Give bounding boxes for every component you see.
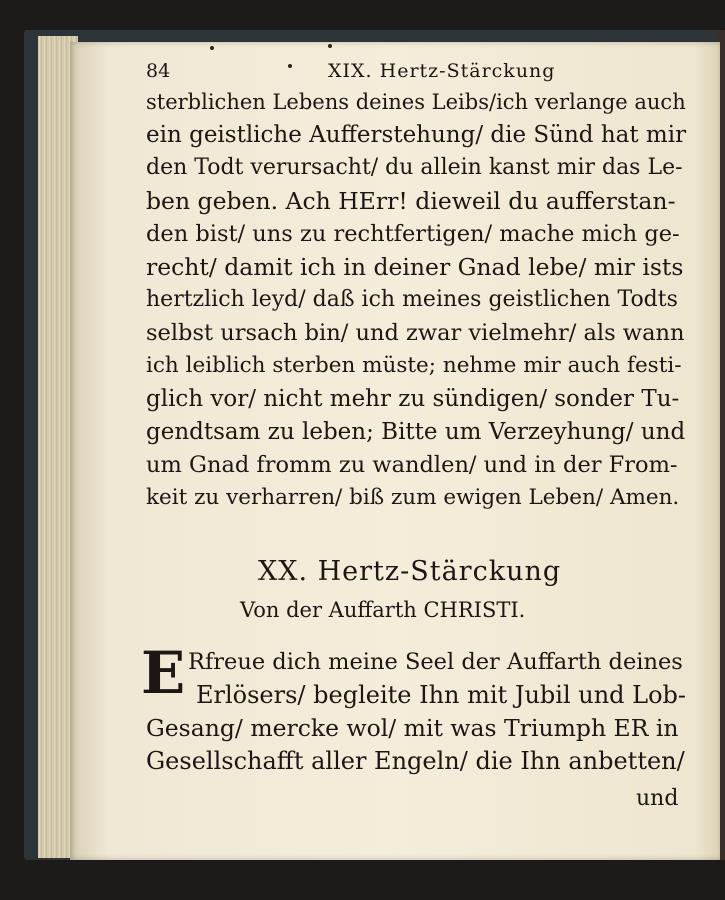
text-line: Erlösers/ begleite Ihn mit Jubil und Lob- xyxy=(196,681,687,709)
page-number: 84 xyxy=(146,60,171,82)
text-line: Gesang/ mercke wol/ mit was Triumph ER in xyxy=(146,714,679,742)
text-line: ein geistliche Aufferstehung/ die Sünd hat mir xyxy=(146,122,687,148)
running-head: XIX. Hertz-Stärckung xyxy=(328,60,556,82)
text-line: Gesellschafft aller Engeln/ die Ihn anbetten/ xyxy=(146,747,685,775)
text-line: hertzlich leyd/ daß ich meines geistlichen Todts xyxy=(146,287,678,312)
text-line: sterblichen Lebens deines Leibs/ich verlange auch xyxy=(146,90,686,114)
text-line: den Todt verursacht/ du allein kanst mir das Le- xyxy=(146,155,683,180)
text-line: ben geben. Ach HErr! dieweil du aufferstan- xyxy=(146,187,676,215)
text-line: selbst ursach bin/ und zwar vielmehr/ als wann xyxy=(146,320,685,346)
catchword: und xyxy=(636,786,679,811)
text-line: den bist/ uns zu rechtfertigen/ mache mich ge- xyxy=(146,221,680,247)
ink-speck xyxy=(210,46,214,50)
text-line: recht/ damit ich in deiner Gnad lebe/ mir ists xyxy=(146,253,684,281)
drop-cap: E xyxy=(141,639,186,707)
text-line: keit zu verharren/ biß zum ewigen Leben/ Amen. xyxy=(146,485,680,510)
text-line: gendtsam zu leben; Bitte um Verzeyhung/ und xyxy=(146,419,686,445)
text-line: glich vor/ nicht mehr zu sündigen/ sonder Tu- xyxy=(146,386,680,412)
text-line: ich leiblich sterben müste; nehme mir auch festi- xyxy=(146,353,682,378)
ink-speck xyxy=(328,44,332,48)
section-heading: XX. Hertz-Stärckung xyxy=(258,556,562,587)
text-line: um Gnad fromm zu wandlen/ und in der From- xyxy=(146,452,678,478)
section-subheading: Von der Auffarth CHRISTI. xyxy=(240,598,526,622)
ink-speck xyxy=(288,64,292,68)
text-line: Rfreue dich meine Seel der Auffarth deines xyxy=(188,649,683,675)
